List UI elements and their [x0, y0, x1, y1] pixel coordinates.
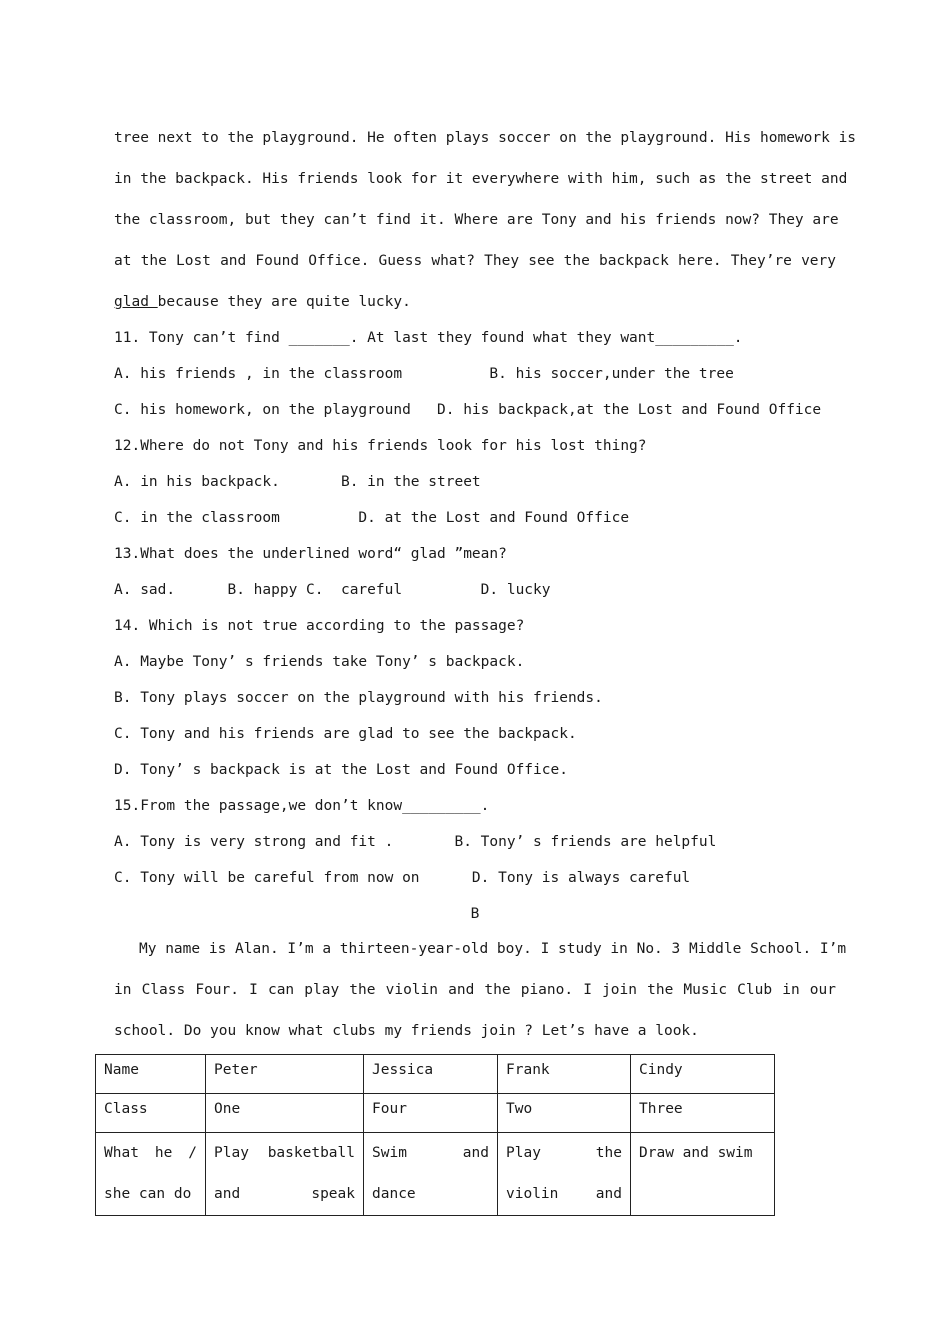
table-cell: Jessica	[364, 1055, 498, 1094]
passage-b-line: My name is Alan. I’m a thirteen-year-old boy. I study in No. 3 Middle School. I’m	[139, 941, 847, 957]
cell-line: Play the	[506, 1145, 622, 1161]
table-row-abilities	[96, 1133, 775, 1216]
table-cell: Peter	[206, 1055, 364, 1094]
passage-a-last-line	[114, 292, 411, 312]
underlined-word-glad: glad	[114, 294, 158, 310]
passage-b-line: in Class Four. I can play the violin and the piano. I join the Music Club in our	[114, 982, 836, 998]
passage-a-line: at the Lost and Found Office. Guess what? They see the backpack here. They’re very	[114, 253, 836, 269]
table-cell: Class	[96, 1094, 206, 1133]
table-cell: Name	[96, 1055, 206, 1094]
cell-line: violin and	[506, 1186, 622, 1202]
table-cell: Four	[364, 1094, 498, 1133]
passage-a-text: because they are quite lucky.	[157, 294, 411, 310]
question-14-option-b: B. Tony plays soccer on the playground with his friends.	[114, 690, 603, 706]
table-cell: Cindy	[631, 1055, 775, 1094]
question-11-options-ab: A. his friends , in the classroom B. his soccer,under the tree	[114, 366, 734, 382]
table-cell	[206, 1133, 364, 1216]
question-14: 14. Which is not true according to the passage?	[114, 618, 525, 634]
question-12-options-cd: C. in the classroom D. at the Lost and Found Office	[114, 510, 630, 526]
question-13-options: A. sad. B. happy C. careful D. lucky	[114, 582, 551, 598]
question-12: 12.Where do not Tony and his friends look for his lost thing?	[114, 438, 647, 454]
table-cell: Two	[498, 1094, 631, 1133]
table-cell	[631, 1133, 775, 1216]
cell-line: Swim and	[372, 1145, 489, 1161]
passage-a-line: the classroom, but they can’t find it. Where are Tony and his friends now? They are	[114, 212, 839, 228]
passage-a-line: in the backpack. His friends look for it everywhere with him, such as the street and	[114, 171, 848, 187]
cell-line: Play basketball	[214, 1145, 355, 1161]
question-14-option-a: A. Maybe Tony’ s friends take Tony’ s backpack.	[114, 654, 525, 670]
table-cell: One	[206, 1094, 364, 1133]
section-b-heading: B	[470, 906, 480, 922]
table-cell	[498, 1133, 631, 1216]
table-cell	[96, 1133, 206, 1216]
question-14-option-d: D. Tony’ s backpack is at the Lost and Found Office.	[114, 762, 568, 778]
clubs-table	[95, 1054, 775, 1216]
passage-a-line: tree next to the playground. He often plays soccer on the playground. His homework is	[114, 130, 857, 146]
table-cell: Frank	[498, 1055, 631, 1094]
question-14-option-c: C. Tony and his friends are glad to see the backpack.	[114, 726, 577, 742]
question-12-options-ab: A. in his backpack. B. in the street	[114, 474, 481, 490]
passage-b-line: school. Do you know what clubs my friends join ? Let’s have a look.	[114, 1023, 699, 1039]
cell-line: and speak	[214, 1186, 355, 1202]
cell-line: What he /	[104, 1145, 197, 1161]
question-11-options-cd: C. his homework, on the playground D. his backpack,at the Lost and Found Office	[114, 402, 822, 418]
question-13: 13.What does the underlined word“ glad ”mean?	[114, 546, 507, 562]
cell-line: dance	[372, 1186, 416, 1202]
cell-line: she can do	[104, 1186, 192, 1202]
table-cell	[364, 1133, 498, 1216]
question-15: 15.From the passage,we don’t know_________.	[114, 798, 490, 814]
table-cell: Three	[631, 1094, 775, 1133]
question-15-options-cd: C. Tony will be careful from now on D. Tony is always careful	[114, 870, 691, 886]
table-row-class	[96, 1094, 775, 1133]
question-15-options-ab: A. Tony is very strong and fit . B. Tony’ s friends are helpful	[114, 834, 717, 850]
question-11: 11. Tony can’t find _______. At last they found what they want_________.	[114, 330, 743, 346]
cell-line: Draw and swim	[639, 1145, 753, 1161]
table-row-name	[96, 1055, 775, 1094]
